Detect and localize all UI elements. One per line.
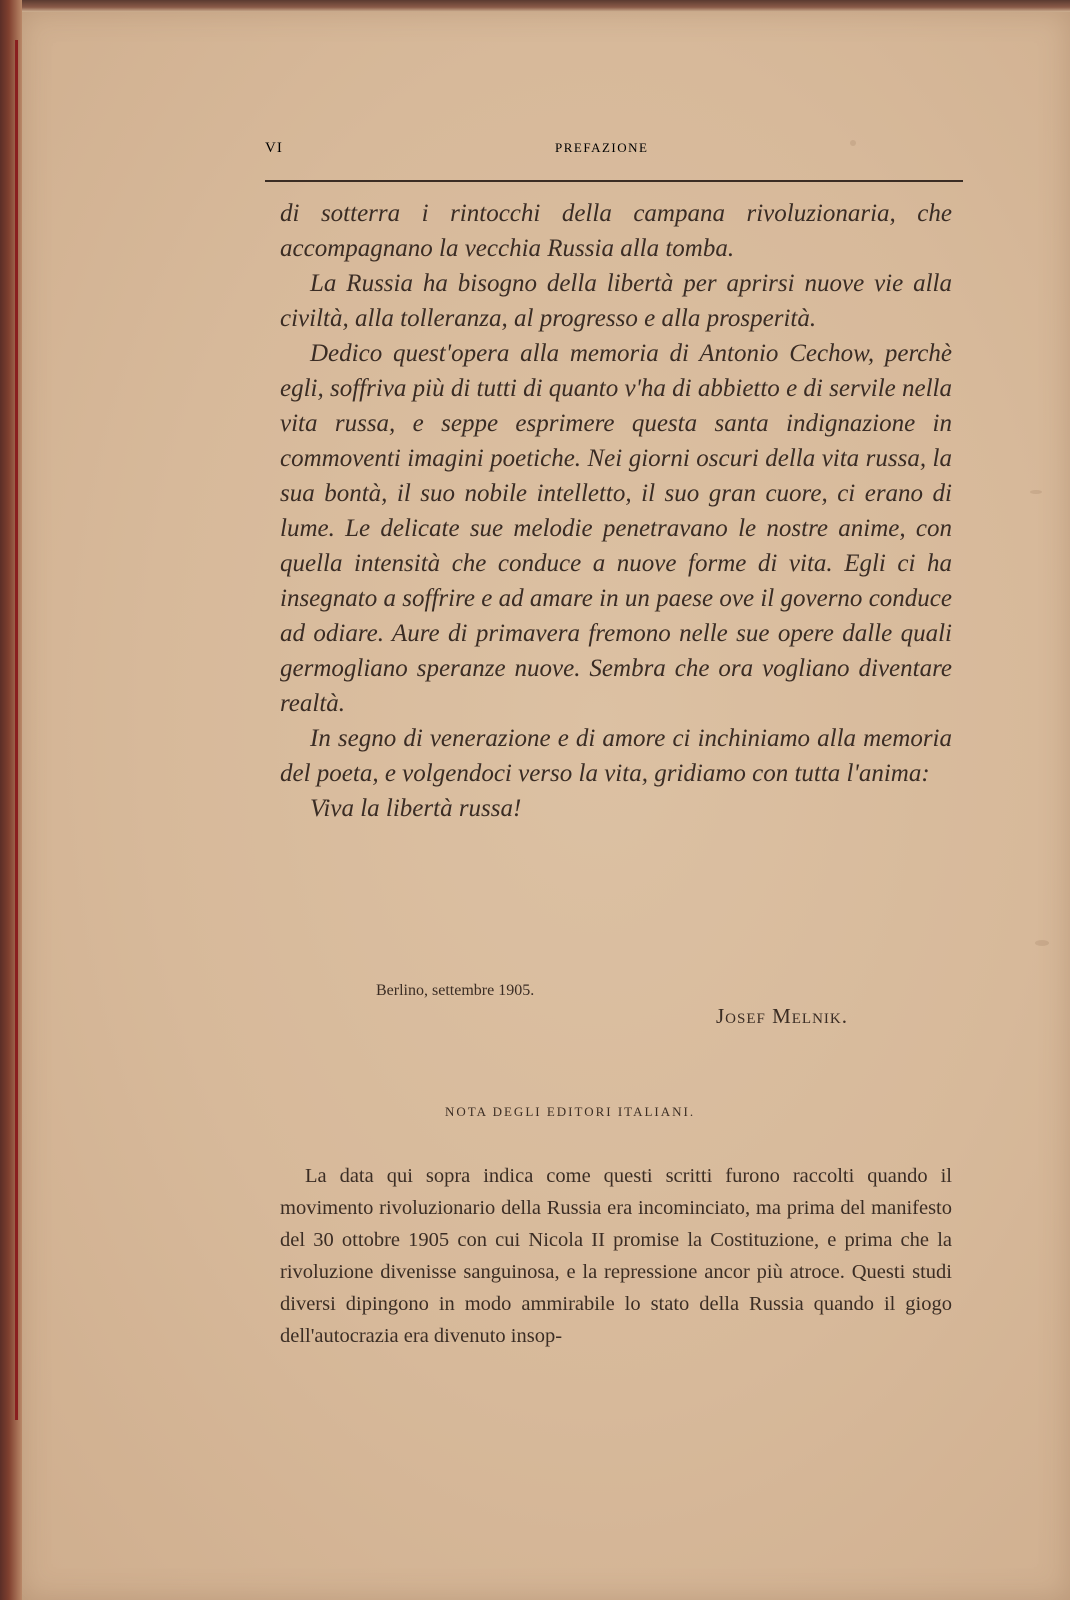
cover-binding-strip — [15, 40, 18, 1420]
place-date: Berlino, settembre 1905. — [376, 982, 535, 999]
editors-note — [280, 1160, 952, 1352]
author-signature: Josef Melnik. — [716, 1004, 849, 1028]
book-cover-edge — [0, 0, 22, 1600]
preface-body — [280, 196, 952, 826]
preface-paragraph: La Russia ha bisogno della libertà per aprirsi nuove vie alla civiltà, alla tolleranza, al progresso e alla prosperità. — [280, 270, 952, 332]
paper-spot — [1035, 940, 1049, 946]
paper-spot — [1030, 490, 1042, 494]
preface-paragraph: di sotterra i rintocchi della campana rivoluzionaria, che accompagnano la vecchia Russia alla tomba. — [280, 200, 952, 262]
preface-paragraph: Dedico quest'opera alla memoria di Antonio Cechow, perchè egli, soffriva più di tutti di quanto v'ha di abbietto e di servile nella vita russa, e seppe esprimere questa santa indignazione in commoventi imagini poetiche. Nei giorni oscuri della vita russa, la sua bontà, il suo nobile intelletto, il suo gran cuore, ci erano di lume. Le delicate sue melodie penetravano le nostre anime, con quella intensità che conduce a nuove forme di vita. Egli ci ha insegnato a soffrire e ad amare in un paese ove il governo conduce ad odiare. Aure di primavera fremono nelle sue opere dalle quali germogliano speranze nuove. Sembra che ora vogliano diventare realtà. — [280, 340, 952, 717]
page-header — [265, 140, 963, 170]
preface-closing-line: Viva la libertà russa! — [310, 795, 522, 822]
page-number: VI — [265, 140, 283, 156]
header-rule — [265, 180, 963, 182]
note-heading: NOTA DEGLI EDITORI ITALIANI. — [445, 1104, 696, 1119]
running-title: PREFAZIONE — [555, 140, 649, 155]
editors-note-paragraph: La data qui sopra indica come questi scritti furono raccolti quando il movimento rivoluzionario della Russia era incominciato, ma prima del manifesto del 30 ottobre 1905 con cui Nicola II promise la Costituzione, e prima che la rivoluzione divenisse sanguinosa, e la repressione ancor più atroce. Questi studi diversi dipingono in modo ammirabile lo stato della Russia quando il giogo dell'autocrazia era divenuto insop- — [280, 1165, 952, 1347]
preface-paragraph: In segno di venerazione e di amore ci inchiniamo alla memoria del poeta, e volgendoci verso la vita, gridiamo con tutta l'anima: — [280, 725, 952, 787]
page-top-edge — [0, 0, 1070, 12]
